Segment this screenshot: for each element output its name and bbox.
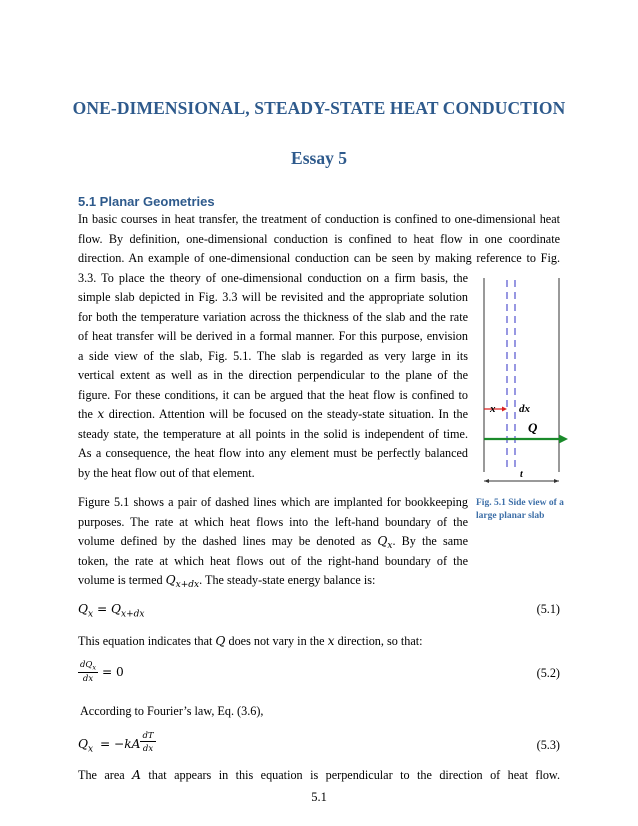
equation-5-3: $Q_x$ = −kA dT dx [78,732,198,768]
equation-5-1: $Q_x = Q_{x+dx}$ [78,602,145,620]
text-line: steady state, the temperature at all points in the solid is independent of time. [78,426,468,441]
text-line: According to Fourier’s law, Eq. (3.6), [80,704,264,718]
caption-line: Fig. 5.1 Side view of a [476,498,564,508]
text-line: a side view of the slab, Fig. 5.1. The slab is regarded as very large in its [78,348,468,363]
caption-line: large planar slab [476,511,545,521]
equation-5-2: $dQ_x$ dx = 0 [79,660,124,684]
text-line: In basic courses in heat transfer, the treatment of conduction is confined to one-dimensional heat [78,212,560,226]
text-line: direction. An example of one-dimensional conduction can be seen by making reference to Fig. [78,251,560,265]
slab-diagram [476,276,570,516]
text-line: The area A that appears in this equation is perpendicular to the direction of heat flow. [78,768,560,782]
text-line: 3.3. To place the theory of one-dimensional conduction on a firm basis, the [78,270,468,285]
text-line: by the heat flow out of that element. [78,465,255,480]
text-line: flow. By definition, one-dimensional conduction is confined to heat flow in one coordinate [78,231,560,246]
essay-label: Essay 5 [291,148,347,168]
text-line: As a consequence, the heat flow into any element must be perfectly balanced [78,446,468,460]
figure-caption [476,497,576,523]
text-line: of heat transfer will be derived in a formal manner. For this purpose, envision [78,329,468,343]
section-heading: 5.1 Planar Geometries [78,194,215,209]
text-line: volume is termed $Q_{x+dx}$. The steady-state energy balance is: [78,573,376,591]
figure-5-1 [476,276,570,516]
text-line: volume defined by the dashed lines may be denoted as $Q_x$. By the same [78,534,468,552]
equation-number: (5.3) [536,738,560,752]
text-line: token, the rate at which heat flows out of the right-hand boundary of the [78,553,468,568]
label-dx: dx [519,403,530,415]
label-t: t [520,469,523,480]
text-line: vertical extent as well as in the direction perpendicular to the plane of the [78,368,468,382]
document-title: ONE-DIMENSIONAL, STEADY-STATE HEAT CONDUCTION [72,98,566,118]
label-x: x [490,403,496,415]
equation-number: (5.2) [536,666,560,680]
text-line: for both the temperature variation across the thickness of the slab and the rate [78,309,468,324]
text-line: the x direction. Attention will be focused on the steady-state situation. In the [78,407,469,421]
label-Q: Q [528,420,538,435]
text-line: This equation indicates that Q does not vary in the x direction, so that: [78,634,423,648]
equation-number: (5.1) [536,602,560,616]
page-number: 5.1 [311,790,327,804]
text-line: figure. For these conditions, it can be argued that the heat flow is confined to [78,387,468,402]
text-line: simple slab depicted in Fig. 3.3 will be revisited and the appropriate solution [78,290,468,304]
text-line: purposes. The rate at which heat flows into the left-hand boundary of the [78,514,468,529]
text-line: Figure 5.1 shows a pair of dashed lines which are implanted for bookkeeping [78,495,468,509]
